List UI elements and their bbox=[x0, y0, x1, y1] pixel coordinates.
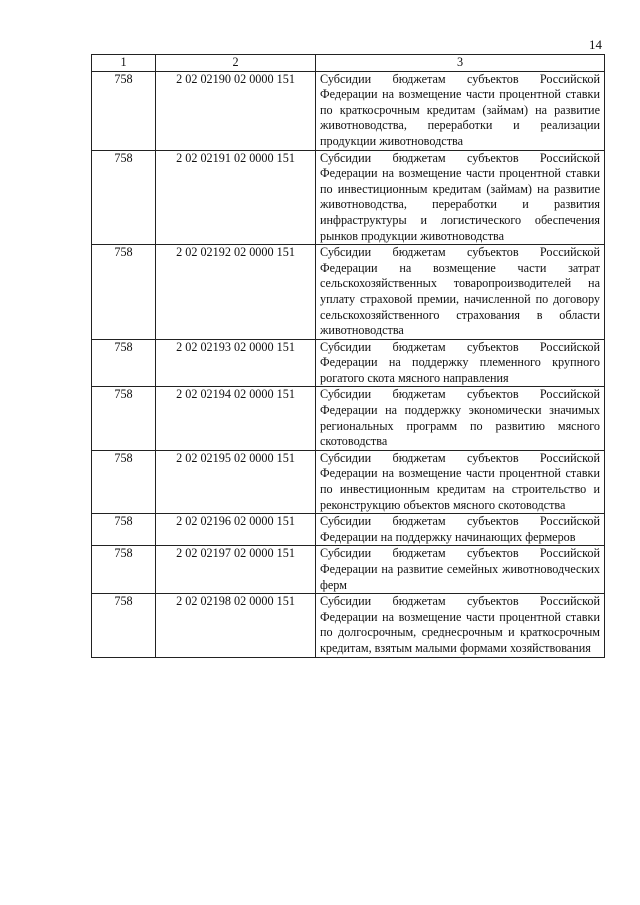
income-name-cell: Субсидии бюджетам субъектов Российской Федерации на возмещение части процентной ставки по инвестиционным кредитам на строительство и реконструкцию объектов мясного скотоводства bbox=[316, 450, 605, 513]
admin-code-cell: 758 bbox=[92, 71, 156, 150]
budget-code-cell: 2 02 02190 02 0000 151 bbox=[156, 71, 316, 150]
table-row bbox=[92, 387, 605, 450]
budget-code-cell: 2 02 02196 02 0000 151 bbox=[156, 514, 316, 546]
budget-code-cell: 2 02 02194 02 0000 151 bbox=[156, 387, 316, 450]
income-name-cell: Субсидии бюджетам субъектов Российской Федерации на возмещение части процентной ставки по долгосрочным, среднесрочным и краткосрочным кредитам, взятым малыми формами хозяйствования bbox=[316, 594, 605, 657]
budget-code-cell: 2 02 02197 02 0000 151 bbox=[156, 546, 316, 594]
budget-codes-table bbox=[91, 54, 605, 658]
income-name-cell: Субсидии бюджетам субъектов Российской Федерации на возмещение части процентной ставки по инвестиционным кредитам (займам) на развитие животноводства, переработки и развития инфраструктуры и логистического обеспечения рынков продукции животноводства bbox=[316, 150, 605, 245]
admin-code-cell: 758 bbox=[92, 450, 156, 513]
income-name-cell: Субсидии бюджетам субъектов Российской Федерации на поддержку начинающих фермеров bbox=[316, 514, 605, 546]
admin-code-cell: 758 bbox=[92, 387, 156, 450]
income-name-cell: Субсидии бюджетам субъектов Российской Федерации на возмещение части затрат сельскохозяйственных товаропроизводителей на уплату страховой премии, начисленной по договору сельскохозяйственного страхования в области животноводства bbox=[316, 245, 605, 340]
table-row bbox=[92, 71, 605, 150]
budget-code-cell: 2 02 02195 02 0000 151 bbox=[156, 450, 316, 513]
budget-code-cell: 2 02 02192 02 0000 151 bbox=[156, 245, 316, 340]
column-header: 3 bbox=[316, 55, 605, 72]
admin-code-cell: 758 bbox=[92, 150, 156, 245]
admin-code-cell: 758 bbox=[92, 245, 156, 340]
table-row bbox=[92, 450, 605, 513]
admin-code-cell: 758 bbox=[92, 339, 156, 387]
admin-code-cell: 758 bbox=[92, 594, 156, 657]
income-name-cell: Субсидии бюджетам субъектов Российской Федерации на поддержку экономически значимых региональных программ по развитию мясного скотоводства bbox=[316, 387, 605, 450]
budget-code-cell: 2 02 02198 02 0000 151 bbox=[156, 594, 316, 657]
budget-code-cell: 2 02 02193 02 0000 151 bbox=[156, 339, 316, 387]
table-row bbox=[92, 339, 605, 387]
table-header-row bbox=[92, 55, 605, 72]
table-row bbox=[92, 150, 605, 245]
budget-code-cell: 2 02 02191 02 0000 151 bbox=[156, 150, 316, 245]
table-row bbox=[92, 514, 605, 546]
admin-code-cell: 758 bbox=[92, 546, 156, 594]
column-header: 1 bbox=[92, 55, 156, 72]
table-row bbox=[92, 594, 605, 657]
table-row bbox=[92, 546, 605, 594]
income-name-cell: Субсидии бюджетам субъектов Российской Федерации на развитие семейных животноводческих ферм bbox=[316, 546, 605, 594]
column-header: 2 bbox=[156, 55, 316, 72]
page-number: 14 bbox=[589, 37, 602, 52]
table-row bbox=[92, 245, 605, 340]
admin-code-cell: 758 bbox=[92, 514, 156, 546]
income-name-cell: Субсидии бюджетам субъектов Российской Федерации на возмещение части процентной ставки по краткосрочным кредитам (займам) на развитие животноводства, переработки и реализации продукции животноводства bbox=[316, 71, 605, 150]
income-name-cell: Субсидии бюджетам субъектов Российской Федерации на поддержку племенного крупного рогатого скота мясного направления bbox=[316, 339, 605, 387]
